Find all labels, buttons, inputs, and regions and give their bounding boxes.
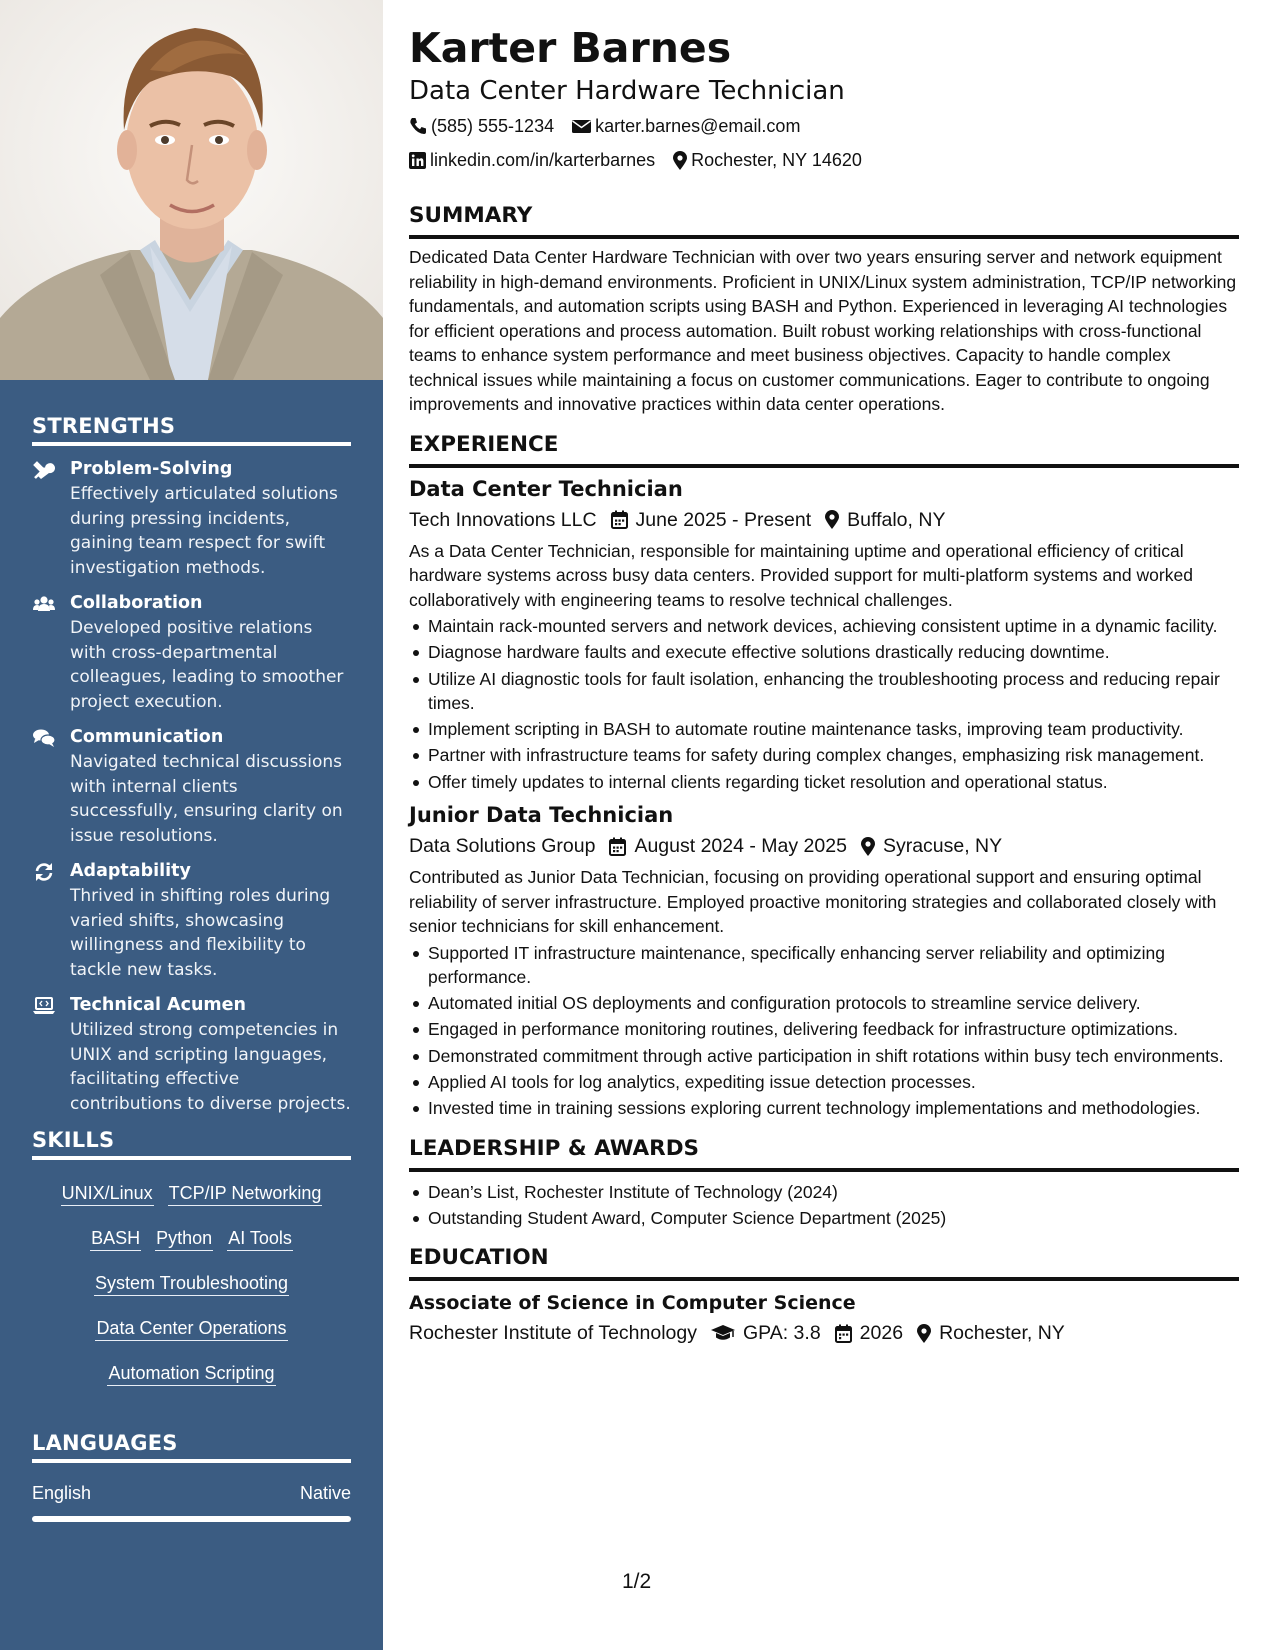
users-icon — [33, 594, 55, 614]
awards-list — [409, 1180, 1239, 1231]
map-pin-icon — [825, 510, 839, 529]
main-content — [409, 22, 1239, 1349]
language-name: English — [32, 1483, 92, 1503]
strength-title: Technical Acumen — [70, 995, 246, 1015]
profile-photo — [0, 0, 383, 380]
strengths-heading: STRENGTHS — [32, 414, 351, 446]
candidate-name: Karter Barnes — [409, 24, 732, 72]
contact-row — [409, 110, 1239, 142]
job-dates-text: August 2024 - May 2025 — [634, 835, 847, 858]
job-bullet: Partner with infrastructure teams for safety during complex changes, emphasizing risk management. — [409, 743, 1239, 767]
phone-contact — [409, 110, 554, 142]
page-number: 1/2 — [622, 1570, 652, 1593]
strength-desc: Navigated technical discussions with internal clients successfully, ensuring clarity on issue resolutions. — [70, 752, 343, 846]
strength-item — [32, 724, 351, 848]
strength-desc: Developed positive relations with cross-departmental colleagues, leading to smoother project execution. — [70, 618, 344, 712]
strength-title: Collaboration — [70, 593, 203, 613]
strength-desc: Effectively articulated solutions during pressing incidents, gaining team respect for swift investigation methods. — [70, 484, 338, 578]
job-bullet: Utilize AI diagnostic tools for fault isolation, enhancing the troubleshooting process and reducing repair times. — [409, 667, 1239, 716]
job-location-text: Buffalo, NY — [847, 508, 946, 531]
job-location — [825, 504, 945, 536]
calendar-icon — [835, 1324, 852, 1343]
strength-item — [32, 590, 351, 714]
education-gpa-text: GPA: 3.8 — [742, 1322, 821, 1345]
strength-title: Problem-Solving — [70, 459, 233, 479]
skill-tag: Data Center Operations — [95, 1316, 287, 1341]
education-location-text: Rochester, NY — [939, 1322, 1065, 1345]
education-year-text: 2026 — [859, 1322, 904, 1345]
candidate-role: Data Center Hardware Technician — [409, 76, 845, 106]
education-year — [835, 1317, 903, 1349]
skill-tag: UNIX/Linux — [61, 1181, 154, 1206]
calendar-icon — [609, 837, 626, 856]
strength-item — [32, 456, 351, 580]
job-bullet: Demonstrated commitment through active participation in shift rotations within busy tech environments. — [409, 1044, 1239, 1068]
language-row — [32, 1483, 351, 1504]
linkedin-contact[interactable] — [409, 144, 655, 176]
award-item: Dean’s List, Rochester Institute of Technology (2024) — [409, 1180, 1239, 1204]
graduation-cap-icon — [711, 1324, 735, 1342]
sidebar — [0, 0, 383, 1650]
strength-desc: Utilized strong competencies in UNIX and scripting languages, facilitating effective contributions to diverse projects. — [70, 1020, 351, 1114]
job-bullet: Invested time in training sessions exploring current technology implementations and methodologies. — [409, 1096, 1239, 1120]
skills-list — [32, 1172, 351, 1397]
phone-text: (585) 555-1234 — [431, 116, 555, 136]
job-bullet: Applied AI tools for log analytics, expediting issue detection processes. — [409, 1070, 1239, 1094]
job-title: Data Center Technician — [409, 476, 683, 501]
experience-heading: EXPERIENCE — [409, 431, 1239, 468]
job-bullet: Maintain rack-mounted servers and network devices, achieving consistent uptime in a dynamic facility. — [409, 614, 1239, 638]
phone-icon — [409, 117, 427, 135]
sync-icon — [33, 862, 55, 882]
education-location — [917, 1317, 1065, 1349]
strength-title: Communication — [70, 727, 224, 747]
job-description: Contributed as Junior Data Technician, focusing on providing operational support and ensuring optimal reliability of server infrastructure. Employed proactive monitoring strategies and collaborated closely with senior technicians for skill enhancement. — [409, 867, 1217, 937]
languages-heading: LANGUAGES — [32, 1431, 351, 1463]
contact-row — [409, 144, 1239, 176]
email-text[interactable]: karter.barnes@email.com — [595, 116, 801, 136]
job-bullet: Supported IT infrastructure maintenance, specifically enhancing server reliability and optimizing performance. — [409, 941, 1239, 990]
job-company: Data Solutions Group — [409, 835, 596, 858]
envelope-icon — [572, 118, 591, 134]
location-text: Rochester, NY 14620 — [691, 150, 862, 170]
awards-heading: LEADERSHIP & AWARDS — [409, 1135, 1239, 1172]
sidebar-content — [32, 380, 351, 1522]
job-dates — [609, 830, 846, 862]
summary-text: Dedicated Data Center Hardware Technician with over two years ensuring server and network equipment reliability in high-demand environments. Proficient in UNIX/Linux system administration, TCP/IP networking fundamentals, and automation scripts using BASH and Python. Experienced in leveraging AI technologies for efficient operations and process automation. Built robust working relationships with cross-functional teams to enhance system performance and meet business objectives. Capacity to handle complex technical issues while maintaining a focus on customer communications. Eager to contribute to ongoing improvements and innovative practices within data center operations. — [409, 247, 1237, 414]
job-bullets — [409, 941, 1239, 1121]
award-item: Outstanding Student Award, Computer Science Department (2025) — [409, 1206, 1239, 1230]
job-entry — [409, 800, 1239, 1121]
skill-tag: System Troubleshooting — [94, 1271, 289, 1296]
job-meta — [409, 830, 1239, 862]
skill-tag: Automation Scripting — [107, 1361, 275, 1386]
job-entry — [409, 474, 1239, 795]
email-contact[interactable] — [572, 110, 800, 142]
skills-heading: SKILLS — [32, 1128, 351, 1160]
map-pin-icon — [861, 837, 875, 856]
skill-tag: Python — [155, 1226, 213, 1251]
job-bullet: Implement scripting in BASH to automate routine maintenance tasks, improving team productivity. — [409, 717, 1239, 741]
skill-tag: TCP/IP Networking — [168, 1181, 323, 1206]
job-description: As a Data Center Technician, responsible for maintaining uptime and operational efficiency of critical hardware systems across busy data centers. Provided support for multi-platform systems and worked collaboratively with engineering teams to resolve technical challenges. — [409, 540, 1193, 610]
language-proficiency-bar — [32, 1516, 351, 1522]
job-bullets — [409, 614, 1239, 794]
location-contact — [673, 144, 862, 176]
strength-desc: Thrived in shifting roles during varied shifts, showcasing willingness and flexibility to tackle new tasks. — [70, 886, 331, 980]
map-pin-icon — [917, 1324, 931, 1343]
education-meta — [409, 1317, 1239, 1349]
summary-heading: SUMMARY — [409, 202, 1239, 239]
strength-item — [32, 858, 351, 982]
linkedin-icon — [409, 152, 426, 169]
job-title: Junior Data Technician — [409, 803, 674, 828]
job-location — [861, 830, 1002, 862]
skill-tag: AI Tools — [227, 1226, 293, 1251]
job-bullet: Engaged in performance monitoring routines, delivering feedback for infrastructure optimizations. — [409, 1017, 1239, 1041]
job-company: Tech Innovations LLC — [409, 508, 597, 531]
job-meta — [409, 504, 1239, 536]
job-dates-text: June 2025 - Present — [635, 508, 812, 531]
job-location-text: Syracuse, NY — [882, 835, 1003, 858]
education-degree: Associate of Science in Computer Science — [409, 1292, 856, 1315]
job-bullet: Diagnose hardware faults and execute effective solutions drastically reducing downtime. — [409, 640, 1239, 664]
strength-title: Adaptability — [70, 861, 191, 881]
skill-tag: BASH — [90, 1226, 141, 1251]
linkedin-text[interactable]: linkedin.com/in/karterbarnes — [430, 150, 656, 170]
map-pin-icon — [673, 151, 687, 170]
education-gpa — [711, 1317, 821, 1349]
calendar-icon — [611, 510, 628, 529]
education-heading: EDUCATION — [409, 1244, 1239, 1281]
chat-icon — [33, 728, 55, 748]
tools-icon — [33, 460, 55, 480]
job-bullet: Offer timely updates to internal clients regarding ticket resolution and operational status. — [409, 770, 1239, 794]
job-dates — [611, 504, 812, 536]
education-school: Rochester Institute of Technology — [409, 1322, 697, 1345]
laptop-code-icon — [33, 996, 55, 1016]
language-level: Native — [299, 1483, 351, 1503]
strength-item — [32, 992, 351, 1116]
job-bullet: Automated initial OS deployments and configuration protocols to streamline service delivery. — [409, 991, 1239, 1015]
